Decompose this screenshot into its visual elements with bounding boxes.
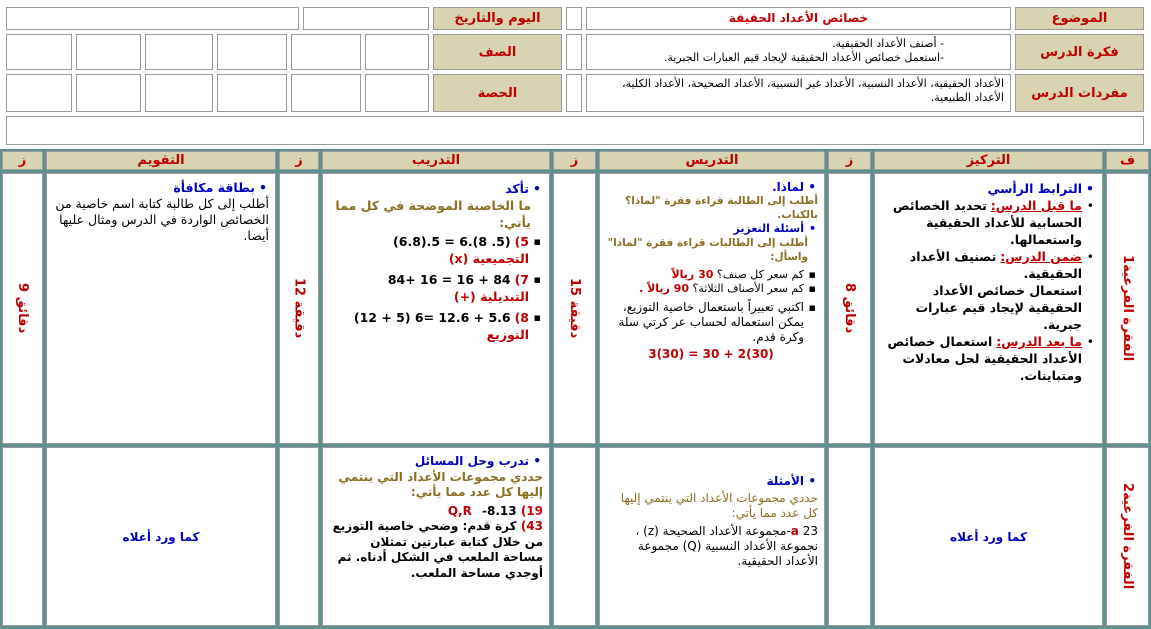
period-cell-5[interactable] — [76, 74, 141, 112]
problem-19-answer: Q,R — [447, 503, 472, 518]
row1-teach-time: 15 دقيقة — [567, 278, 582, 339]
problem-43-number: 43) — [520, 519, 543, 533]
question-1-answer: 30 ريالاً — [671, 268, 714, 281]
idea-label: فكرة الدرس — [1015, 34, 1144, 70]
class-cell-2[interactable] — [291, 34, 361, 70]
question-2 — [604, 282, 818, 296]
problem-8 — [329, 309, 543, 343]
problem-7-answer: التبديلية (+) — [453, 289, 529, 304]
row1-teach-time-cell — [553, 173, 596, 444]
question-3 — [604, 300, 818, 345]
reinforce-title: • أسئلة التعزيز — [604, 222, 818, 236]
row2-eval-text: كما ورد أعلاه — [122, 529, 200, 544]
row1-eval-time: 9 دقائق — [15, 283, 30, 334]
example-a-label: a — [790, 524, 799, 538]
before-lesson-label: ما قبل الدرس: — [990, 198, 1082, 213]
problem-19 — [329, 504, 543, 520]
notes-row[interactable] — [6, 116, 1144, 145]
topic-value-box — [586, 7, 1011, 30]
during-lesson-text-2: استعمال خصائص الأعداد الحقيقية لإيجاد قيم عبارات جبرية. — [915, 283, 1082, 332]
period-cell-1[interactable] — [365, 74, 429, 112]
row2-focus-cell — [874, 447, 1103, 626]
question-2-text: كم سعر الأصناف الثلاثة؟ — [692, 282, 804, 295]
col-header-practice: التدريب — [322, 151, 550, 170]
vertical-link-title: • الترابط الرأسي — [881, 180, 1096, 197]
problem-19-number: 19) — [520, 503, 543, 518]
during-lesson-label: ضمن الدرس: — [1000, 249, 1082, 264]
vocab-box — [586, 74, 1011, 112]
example-a-text: 23-مجموعة الأعداد الصحيحة (z) ، نجموعة الأعداد النسبية (Q) مجموعة الأعداد الحقيقية. — [635, 524, 818, 568]
period-cell-6[interactable] — [6, 74, 72, 112]
problem-7-expr: 84+ 16 = 16 + 84 — [387, 272, 511, 287]
row2-practice-time-cell — [279, 447, 319, 626]
after-lesson-label: ما بعد الدرس: — [996, 334, 1082, 349]
during-lesson-item — [881, 248, 1096, 333]
reward-card-text: أطلب إلى كل طالبة كتابة اسم خاصية من الخصائص الواردة في الدرس ومثال عليها أيضا. — [55, 196, 269, 243]
why-text: أطلب إلى الطالبة قراءة فقرة "لماذا؟ بالكتاب. — [625, 195, 818, 221]
row2-practice-cell — [322, 447, 550, 626]
reward-card-title: • بطاقة مكافأة — [53, 180, 269, 196]
col-header-focus: التركيز — [874, 151, 1103, 170]
after-lesson-item — [881, 333, 1096, 384]
col-header-eval: التقويم — [46, 151, 276, 170]
why-title: • لماذا. — [604, 180, 818, 194]
problem-7-number: 7) — [514, 272, 529, 287]
col-header-teach: التدريس — [599, 151, 825, 170]
row2-label-cell — [1106, 447, 1149, 626]
row1-practice-time: 12 دقيقة — [291, 278, 307, 339]
problem-5 — [329, 233, 543, 267]
problem-43-text: كرة قدم: وضحي خاصية التوزيع من خلال كتابة عبارتين تمثلان مساحة الملعب في الشكل أدناه. ثم أوجدي مساحة الملعب. — [332, 519, 543, 580]
class-cell-5[interactable] — [76, 34, 141, 70]
row1-label: الفقرة الفرعية1 — [1120, 255, 1135, 362]
vocab-label: مفردات الدرس — [1015, 74, 1144, 112]
date-value[interactable] — [303, 7, 429, 30]
date-extra — [6, 7, 299, 30]
row2-teach-time-cell — [553, 447, 596, 626]
examples-text: حددي مجموعات الأعداد التي ينتمي إليها كل عدد مما يأتي: — [620, 491, 818, 520]
question-1 — [604, 268, 818, 282]
problem-8-answer: التوزيع — [486, 327, 529, 342]
header-spacer — [566, 7, 582, 30]
question-3-text: اكتبي تعبيراً باستعمال خاصية التوزيع، يمكن استعماله لحساب عر كرتي سلة وكرة قدم. — [618, 300, 804, 344]
period-label: الحصة — [433, 74, 562, 112]
idea-box — [586, 34, 1011, 70]
class-cell-4[interactable] — [145, 34, 213, 70]
problem-5-answer: التجميعية (x) — [448, 251, 529, 266]
confirm-subtitle: ما الخاصية الموضحة في كل مما يأتي: — [335, 198, 531, 230]
row1-eval-cell — [46, 173, 276, 444]
before-lesson-text: تحديد الخصائص الحسابية للأعداد الحقيقية واستعمالها. — [892, 198, 1082, 247]
class-cell-3[interactable] — [217, 34, 287, 70]
during-lesson-text: تصنيف الأعداد الحقيقية. — [909, 249, 1082, 281]
topic-label: الموضوع — [1015, 7, 1144, 30]
row2-label: الفقرة الفرعية2 — [1120, 483, 1135, 590]
before-lesson-item — [881, 197, 1096, 248]
idea-line-1: - أصنف الأعداد الحقيقية. — [832, 37, 944, 50]
problem-5-number: 5) — [514, 234, 529, 249]
confirm-title: • تأكد — [329, 180, 543, 197]
row2-focus-text: كما ورد أعلاه — [950, 529, 1027, 544]
topic-value: خصائص الأعداد الحقيقة — [728, 11, 869, 25]
problem-8-expr: (12 + 5) 6= 12.6 + 5.6 — [353, 310, 511, 325]
header-spacer — [566, 74, 582, 112]
practice-problems-text: حددي مجموعات الأعداد التي ينتمي إليها كل عدد مما يأتي: — [338, 469, 543, 499]
example-a — [606, 524, 818, 569]
problem-8-number: 8) — [514, 310, 529, 325]
problem-5-expr: (6.8).5 = 6.(8 .5) — [393, 234, 511, 249]
period-cell-2[interactable] — [291, 74, 361, 112]
header-spacer — [566, 34, 582, 70]
row1-teach-cell — [599, 173, 825, 444]
class-cell-1[interactable] — [365, 34, 429, 70]
row2-eval-time-cell — [2, 447, 43, 626]
row1-practice-time-cell — [279, 173, 319, 444]
period-cell-4[interactable] — [145, 74, 213, 112]
period-cell-3[interactable] — [217, 74, 287, 112]
col-header-z: ز — [553, 151, 596, 170]
after-lesson-text: استعمال خصائص الأعداد الحقيقية لحل معادلات ومتباينات. — [887, 334, 1082, 383]
row1-focus-cell — [874, 173, 1103, 444]
vocab-text: الأعداد الحقيقية، الأعداد النسبية، الأعداد غير النسبية، الأعداد الصحيحة، الأعداد الكلية، الأعداد الطبيعية. — [622, 77, 1004, 104]
row2-focus-time-cell — [828, 447, 871, 626]
row1-eval-time-cell — [2, 173, 43, 444]
question-1-text: كم سعر كل صنف؟ — [716, 268, 804, 281]
row1-focus-time: 8 دقائق — [842, 283, 857, 334]
class-label: الصف — [433, 34, 562, 70]
practice-problems-title: • تدرب وحل المسائل — [329, 454, 543, 470]
class-cell-6[interactable] — [6, 34, 72, 70]
col-header-z: ز — [279, 151, 319, 170]
row1-label-cell — [1106, 173, 1149, 444]
idea-line-2: -استعمل خصائص الأعداد الحقيقية لإيجاد قيم العبارات الجبرية. — [663, 51, 944, 64]
problem-19-expr: 8.13- — [482, 503, 517, 518]
col-header-z: ز — [2, 151, 43, 170]
problem-7 — [329, 271, 543, 305]
question-2-answer: 90 ريالاً . — [639, 282, 690, 295]
col-header-z: ز — [828, 151, 871, 170]
row2-teach-cell — [599, 447, 825, 626]
question-3-answer: 3(30) = 30 + 2(30) — [648, 347, 774, 361]
date-label: اليوم والتاريخ — [433, 7, 562, 30]
row1-practice-cell — [322, 173, 550, 444]
examples-title: • الأمثلة — [606, 474, 818, 489]
row1-focus-time-cell — [828, 173, 871, 444]
col-header-f: ف — [1106, 151, 1149, 170]
reinforce-text: أطلب إلى الطالبات قراءة فقرة "لماذا" واسأل: — [607, 237, 808, 263]
row2-eval-cell — [46, 447, 276, 626]
problem-43 — [329, 519, 543, 581]
